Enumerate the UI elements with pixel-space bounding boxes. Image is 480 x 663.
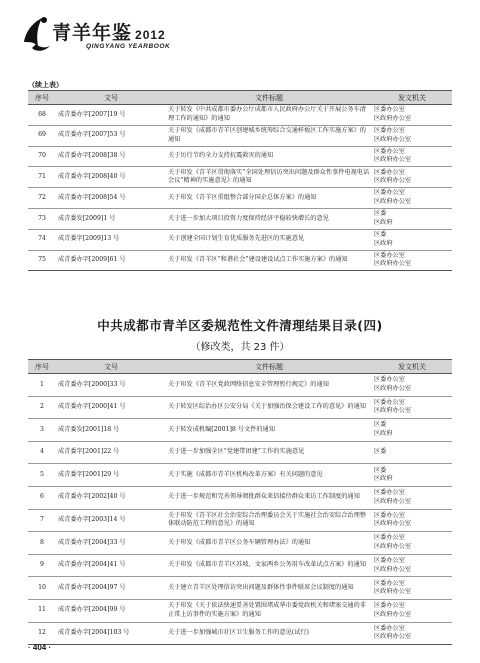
cell-title: 关于印发《成都市青羊区苏坡、文家两乡公务用车改革试点方案》的通知 (166, 554, 372, 577)
cell-issuer: 区委办公室 区政府办公室 (372, 577, 452, 600)
cell-issuer: 区委办公室 区政府办公室 (372, 486, 452, 509)
table-row (28, 441, 452, 464)
cell-doc-number: 成青委办字[2009]61 号 (56, 250, 166, 271)
cell-number: 10 (28, 577, 56, 600)
cell-title: 关于进一步加大项目投资力度保持经济平稳较快增长的意见 (166, 208, 372, 229)
col-header-doc-number: 文号 (56, 91, 166, 105)
cell-number: 73 (28, 208, 56, 229)
table-row (28, 374, 452, 397)
cell-doc-number: 成青委办字[2004]103 号 (56, 622, 166, 645)
cell-doc-number: 成青委办字[2008]38 号 (56, 146, 166, 167)
table-row (28, 229, 452, 250)
table-row (28, 146, 452, 167)
col-header-title: 文件标题 (166, 360, 372, 374)
table-row (28, 250, 452, 271)
cell-doc-number: 成青委发[2009]1 号 (56, 208, 166, 229)
col-header-number: 序号 (28, 360, 56, 374)
cell-number: 75 (28, 250, 56, 271)
col-header-doc-number: 文号 (56, 360, 166, 374)
documents-table-modified (28, 359, 452, 645)
cell-number: 68 (28, 105, 56, 126)
cell-doc-number: 成青委字[2001]29 号 (56, 464, 166, 487)
cell-title: 关于印发《青羊区“和谐社会”建设建设试点工作实施方案》的通知 (166, 250, 372, 271)
cell-number: 1 (28, 374, 56, 397)
cell-number: 4 (28, 441, 56, 464)
cell-doc-number: 成青委字[2001]22 号 (56, 441, 166, 464)
cell-doc-number: 成青委办字[2000]33 号 (56, 374, 166, 397)
cell-number: 12 (28, 622, 56, 645)
cell-number: 72 (28, 188, 56, 209)
cell-issuer: 区委 区政府 (372, 464, 452, 487)
table-row (28, 486, 452, 509)
table-row (28, 105, 452, 126)
cell-title: 关于转发成机编[2001]8 号文件的通知 (166, 419, 372, 442)
cell-doc-number: 成青委办字[2007]19 号 (56, 105, 166, 126)
cell-title: 关于厉行节约全力支持抗震救灾的通知 (166, 146, 372, 167)
cell-issuer: 区委 (372, 441, 452, 464)
table-row (28, 188, 452, 209)
cell-issuer: 区委办公室 区政府办公室 (372, 188, 452, 209)
yearbook-year: 2012 (135, 28, 166, 42)
cell-issuer: 区委办公室 区政府办公室 (372, 250, 452, 271)
cell-title: 关于进一步加强全区“党建带团建”工作的实施意见 (166, 441, 372, 464)
cell-title: 关于建立青羊区处理信访突出问题及群体性事件联席会议制度的通知 (166, 577, 372, 600)
cell-title: 关于进一步规范和完善领导阅批群众来信接待群众来访工作制度的通知 (166, 486, 372, 509)
table-row (28, 532, 452, 555)
cell-title: 关于印发《青羊区贯彻落实“全国处理信访突出问题及群众性事件电视电话会议”精神的实施意见》的通知 (166, 167, 372, 188)
cell-doc-number: 成青委办字[2007]53 号 (56, 125, 166, 146)
section-subtitle: （修改类，共 23 件） (190, 342, 290, 353)
table-row (28, 125, 452, 146)
table-row (28, 396, 452, 419)
cell-issuer: 区委办公室 区政府办公室 (372, 554, 452, 577)
continued-label: （续上表） (28, 80, 63, 89)
table-row (28, 599, 452, 622)
cell-issuer: 区委办公室 区政府办公室 (372, 599, 452, 622)
yearbook-subtitle: QINGYANG YEARBOOK (86, 43, 171, 50)
cell-title: 关于印发《关于依法快速妥善处置围堵成华市委党政机关和堵塞交通的非正常上访事件的实施方案》的通知 (166, 599, 372, 622)
cell-issuer: 区委办公室 区政府办公室 (372, 125, 452, 146)
table-header-row (28, 91, 452, 105)
cell-number: 9 (28, 554, 56, 577)
cell-number: 71 (28, 167, 56, 188)
cell-title: 关于印发《青羊区社会治安综合治理委员会关于实施社会治安综合治理整体联动防范工程的意见》的通知 (166, 509, 372, 532)
cell-doc-number: 成青委办字[2002]40 号 (56, 486, 166, 509)
cell-number: 2 (28, 396, 56, 419)
table-row (28, 167, 452, 188)
cell-title: 关于转发《中共成都市委办公厅成都市人民政府办公厅关于开展公务车清理工作的通知》的通知 (166, 105, 372, 126)
table-row (28, 554, 452, 577)
documents-table-continued (28, 90, 452, 271)
table-row (28, 464, 452, 487)
cell-number: 6 (28, 486, 56, 509)
cell-issuer: 区委办公室 区政府办公室 (372, 167, 452, 188)
cell-number: 11 (28, 599, 56, 622)
cell-doc-number: 成青委办字[2004]41 号 (56, 554, 166, 577)
cell-issuer: 区委办公室 区政府办公室 (372, 532, 452, 555)
table-row (28, 577, 452, 600)
cell-title: 关于印发《青羊区重组整合部分国企总体方案》的通知 (166, 188, 372, 209)
cell-issuer: 区委办公室 区政府办公室 (372, 105, 452, 126)
cell-doc-number: 成青委办字[2004]99 号 (56, 599, 166, 622)
page-header (20, 12, 460, 70)
table-row (28, 419, 452, 442)
cell-number: 70 (28, 146, 56, 167)
cell-issuer: 区委办公室 区政府办公室 (372, 396, 452, 419)
section-title: 中共成都市青羊区委规范性文件清理结果目录(四) (97, 318, 383, 333)
cell-number: 74 (28, 229, 56, 250)
cell-number: 3 (28, 419, 56, 442)
cell-doc-number: 成青委办字[2008]54 号 (56, 188, 166, 209)
cell-number: 69 (28, 125, 56, 146)
cell-title: 关于印发《成都市青羊区创建城乡统筹综合交通样板区工作实施方案》的通知 (166, 125, 372, 146)
cell-issuer: 区委 区政府 (372, 419, 452, 442)
cell-doc-number: 成青委字[2009]13 号 (56, 229, 166, 250)
cell-title: 关于印发《成都市青羊区公务车辆管理办法》的通知 (166, 532, 372, 555)
table-header-row (28, 360, 452, 374)
yearbook-logo-icon (20, 12, 54, 56)
cell-issuer: 区委办公室 区政府办公室 (372, 146, 452, 167)
cell-title: 关于进一步加强城市社区卫生服务工作的意见(试行) (166, 622, 372, 645)
col-header-issuer: 发文机关 (372, 360, 452, 374)
table-row (28, 208, 452, 229)
cell-doc-number: 成青委办字[2003]14 号 (56, 509, 166, 532)
cell-doc-number: 成青委办字[2008]40 号 (56, 167, 166, 188)
cell-doc-number: 成青委办字[2004]97 号 (56, 577, 166, 600)
cell-title: 关于实施《成都市青羊区机构改革方案》有关问题的意见 (166, 464, 372, 487)
cell-title: 关于印发《青羊区党政网络信息安全管理暂行规定》的通知 (166, 374, 372, 397)
page-number: · 404 · (28, 643, 52, 652)
table-row (28, 622, 452, 645)
cell-title: 关于创建全国计划生育优质服务先进区的实施意见 (166, 229, 372, 250)
cell-number: 7 (28, 509, 56, 532)
cell-issuer: 区委 区政府 (372, 229, 452, 250)
cell-issuer: 区委办公室 区政府办公室 (372, 509, 452, 532)
col-header-title: 文件标题 (166, 91, 372, 105)
cell-number: 5 (28, 464, 56, 487)
cell-doc-number: 成青委办字[2004]33 号 (56, 532, 166, 555)
cell-number: 8 (28, 532, 56, 555)
cell-title: 关于转发区综治办区公安分局《关于加强治保会建设工作的意见》的通知 (166, 396, 372, 419)
col-header-issuer: 发文机关 (372, 91, 452, 105)
cell-issuer: 区委办公室 区政府办公室 (372, 622, 452, 645)
col-header-number: 序号 (28, 91, 56, 105)
cell-doc-number: 成青委发[2001]18 号 (56, 419, 166, 442)
cell-doc-number: 成青委办字[2000]41 号 (56, 396, 166, 419)
yearbook-title: 青羊年鉴 2012 (52, 22, 166, 44)
cell-issuer: 区委办公室 区政府办公室 (372, 374, 452, 397)
table-row (28, 509, 452, 532)
cell-issuer: 区委 区政府 (372, 208, 452, 229)
